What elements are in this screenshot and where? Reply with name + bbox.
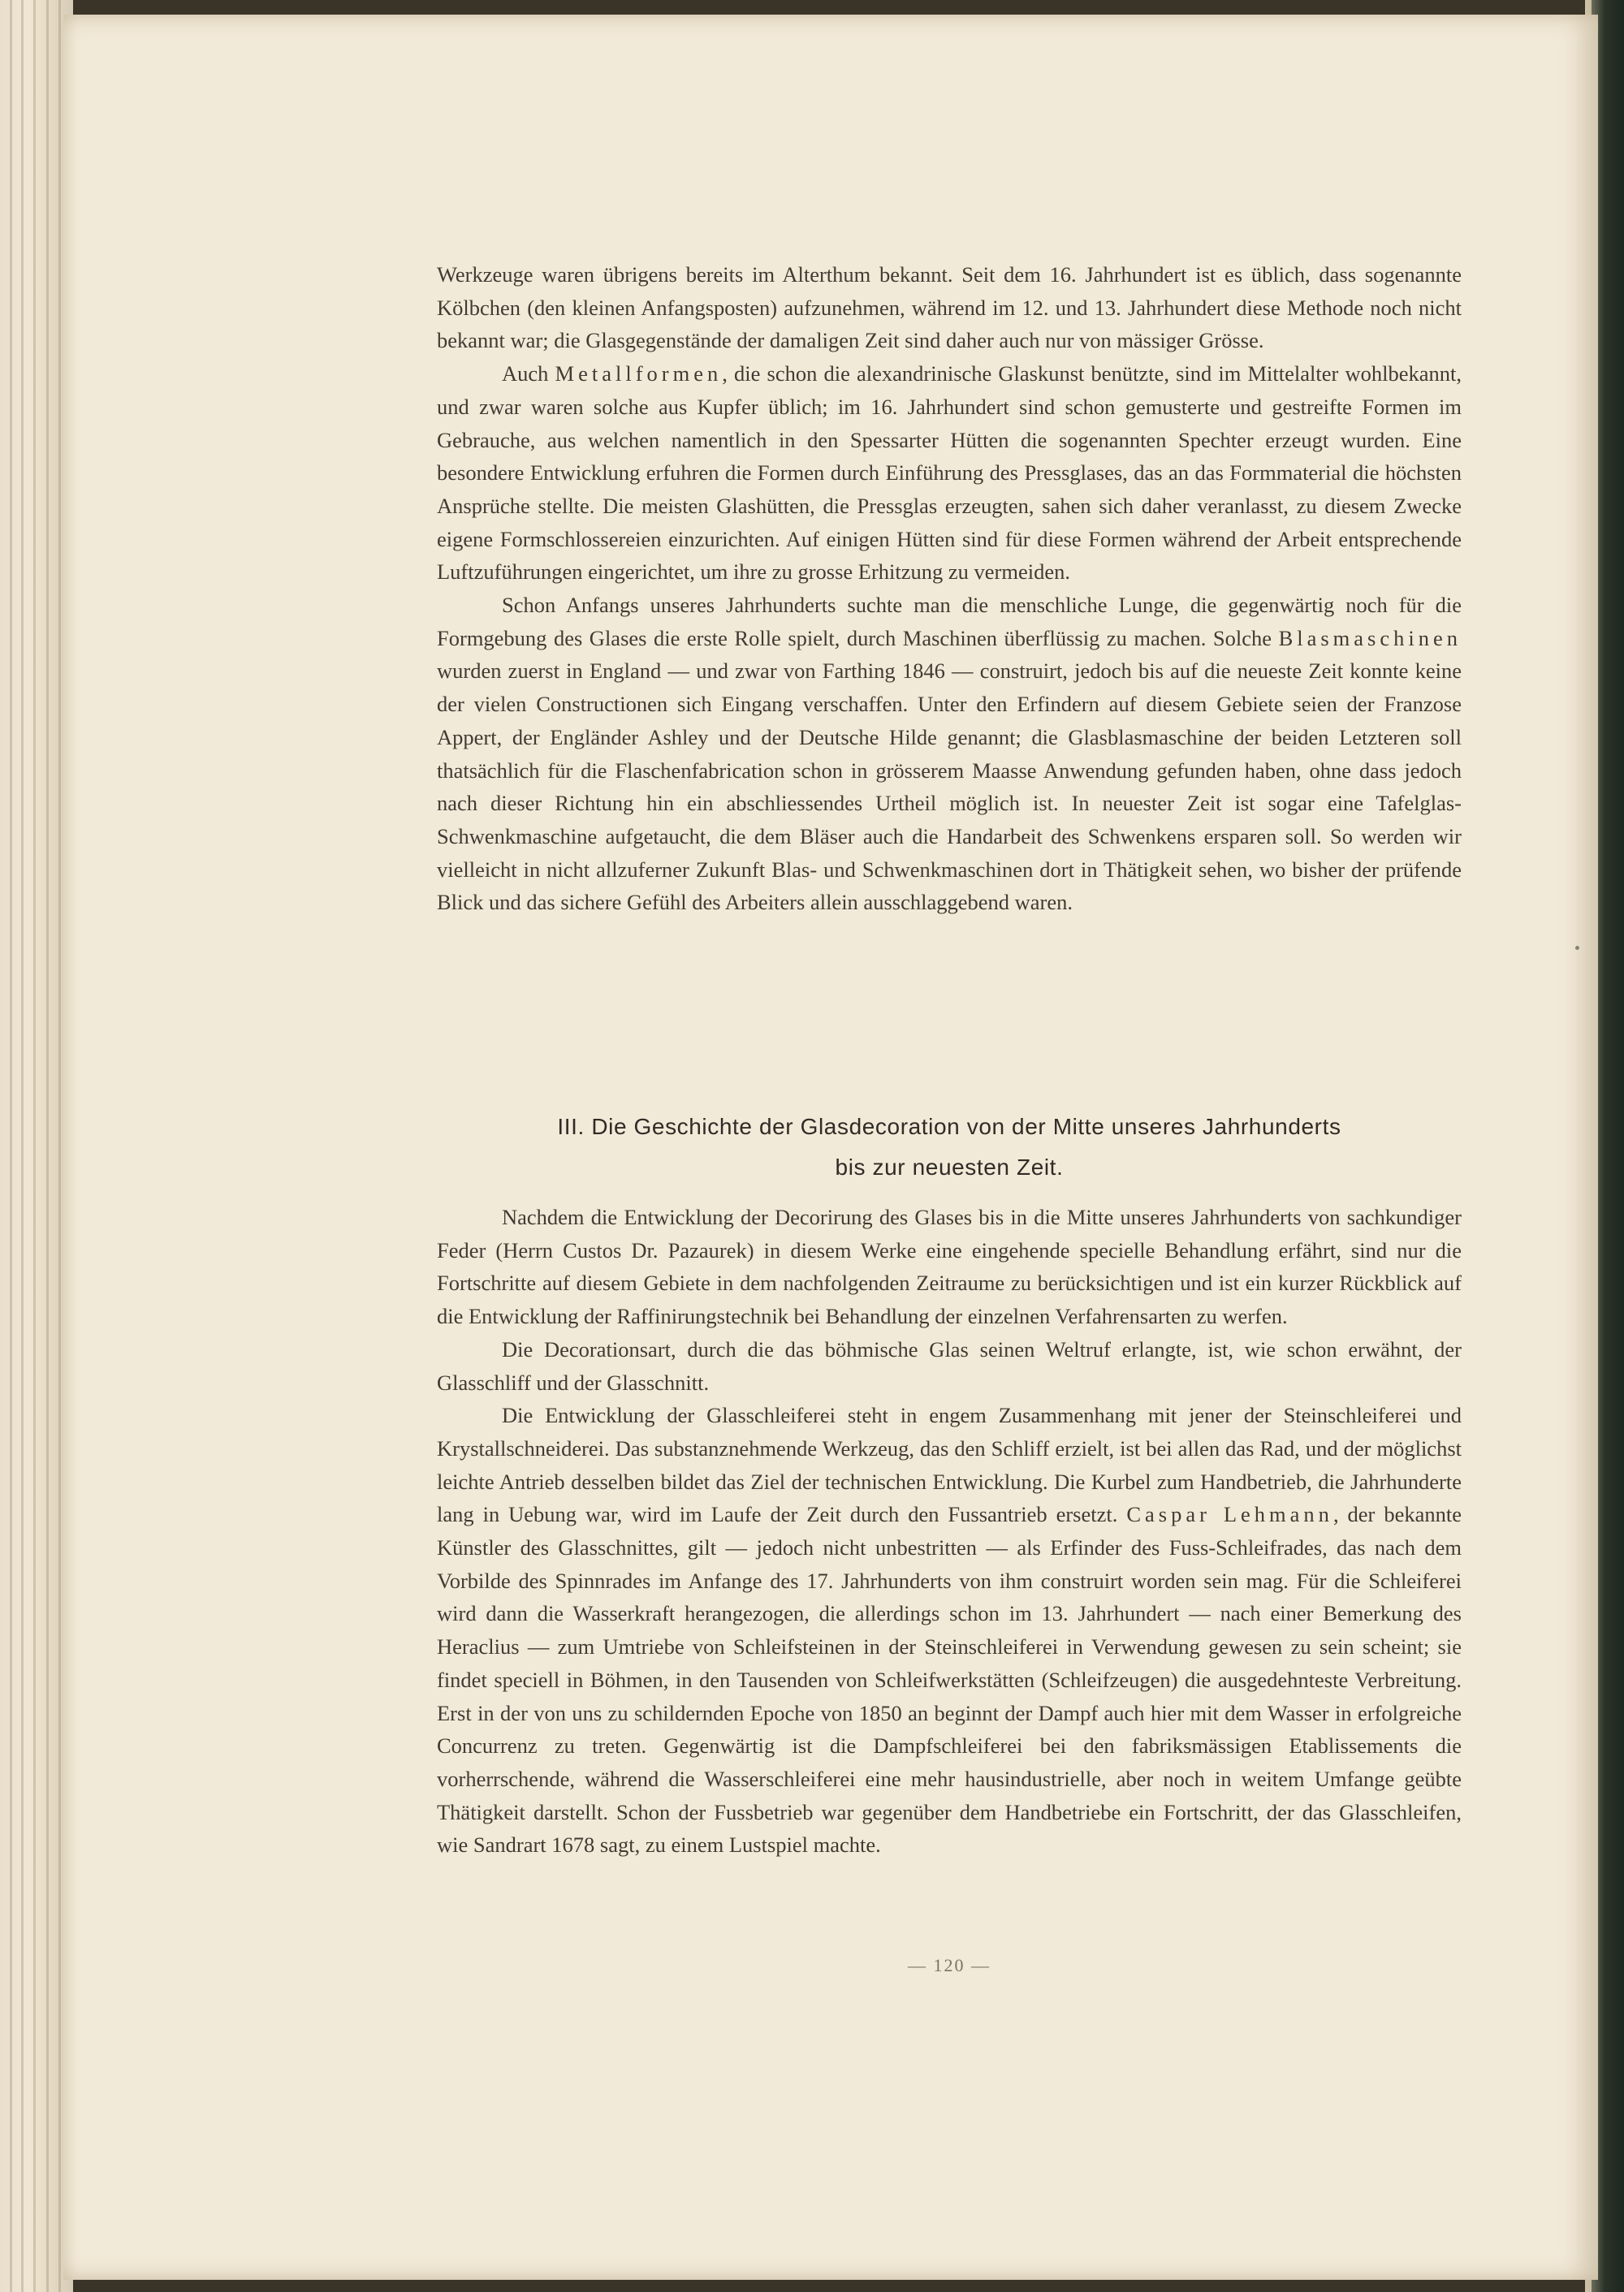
margin-speck	[1575, 946, 1579, 950]
chapter-heading	[437, 1107, 1462, 1188]
text-run: Schon Anfangs unseres Jahrhunderts suchte man die menschliche Lunge, die gegenwärtig noch für die Formgebung des Glases die erste Rolle spielt, durch Maschinen überflüssig zu machen. Solche	[437, 593, 1462, 650]
paragraph	[437, 1399, 1462, 1862]
book-page	[63, 15, 1598, 2280]
text-run: Die Decorationsart, durch die das böhmische Glas seinen Weltruf erlangte, ist, wie schon erwähnt, der Glasschliff und der Glasschnitt.	[437, 1336, 1462, 1395]
emphasized-term: Caspar Lehmann	[1126, 1502, 1333, 1527]
text-run: Die Entwicklung der Glasschleiferei steht in engem Zusammenhang mit jener der Steinschleiferei und Krystallschneiderei. Das substanznehmende Werkzeug, das den Schliff erzielt, ist bei allen das Rad, und der möglichst leichte Antrieb desselben bildet das Ziel der technischen Entwicklung. Die Kurbel zum Handbetrieb, die Jahrhunderte lang in Uebung war, wird im Laufe der Zeit durch den Fussantrieb ersetzt.	[437, 1403, 1462, 1527]
emphasized-term: Metallformen	[555, 361, 723, 386]
text-run: Nachdem die Entwicklung der Decorirung des Glases bis in die Mitte unseres Jahrhunderts von sachkundiger Feder (Herrn Custos Dr. Pazaurek) in diesem Werke eine eingehende specielle Behandlung erfährt, sind nur die Fortschritte auf diesem Gebiete in dem nachfolgenden Zeitraume zu berücksichtigen und ist ein kurzer Rückblick auf die Entwicklung der Raffinirungstechnik bei Behandlung der einzelnen Verfahrensarten zu werfen.	[437, 1205, 1462, 1329]
paragraph	[437, 589, 1462, 919]
text-run: , der bekannte Künstler des Glasschnittes, gilt — jedoch nicht unbestritten — als Erfinder des Fuss-Schleifrades, das nach dem Vorbilde des Spinnrades im Anfange des 17. Jahrhunderts von ihm construirt worden sein mag. Für die Schleiferei wird dann die Wasserkraft herangezogen, die allerdings schon im 13. Jahrhundert — nach einer Bemerkung des Heraclius — zum Umtriebe von Schleifsteinen in der Steinschleiferei in Verwendung gewesen zu sein scheint; sie findet speciell in Böhmen, in den Tausenden von Schleifwerkstätten (Schleifzeugen) die ausgedehnteste Verbreitung. Erst in der von uns zu schildernden Epoche von 1850 an beginnt der Dampf auch hier mit dem Wasser in erfolgreiche Concurrenz zu treten. Gegenwärtig ist die Dampfschleiferei bei den fabriksmässigen Etablissements die vorherrschende, während die Wasserschleiferei eine mehr hausindustrielle, aber noch in weitem Umfange geübte Thätigkeit darstellt. Schon der Fussbetrieb war gegenüber dem Handbetriebe ein Fortschritt, der das Glasschleifen, wie Sandrart 1678 sagt, zu einem Lustspiel machte.	[437, 1502, 1462, 1858]
paragraph	[437, 258, 1462, 357]
text-run: , die schon die alexandrinische Glaskunst benützte, sind im Mittelalter wohlbekannt, und zwar waren solche aus Kupfer üblich; im 16. Jahrhundert sind schon gemusterte und gestreifte Formen im Gebrauche, aus welchen namentlich in den Spessarter Hütten die sogenannten Spechter erzeugt wurden. Eine besondere Entwicklung erfuhren die Formen durch Einführung des Pressglases, das an das Formmaterial die höchsten Ansprüche stellte. Die meisten Glashütten, die Pressglas erzeugten, sahen sich daher veranlasst, zu diesem Zwecke eigene Formschlossereien einzurichten. Auf einigen Hütten sind für diese Formen während der Arbeit entsprechende Luftzuführungen eingerichtet, um ihre zu grosse Erhitzung zu vermeiden.	[437, 361, 1462, 585]
page-edges-left	[0, 0, 73, 2292]
text-run: Werkzeuge waren übrigens bereits im Alterthum bekannt. Seit dem 16. Jahrhundert ist es üblich, dass sogenannte Kölbchen (den kleinen Anfangsposten) aufzunehmen, während im 12. und 13. Jahrhundert diese Methode noch nicht bekannt war; die Glasgegenstände der damaligen Zeit sind daher auch nur von mässiger Grösse.	[437, 262, 1462, 353]
paragraph	[437, 1333, 1462, 1399]
text-run: Auch	[502, 361, 555, 386]
chapter-heading-line-2: bis zur neuesten Zeit.	[835, 1155, 1064, 1180]
section-one-text	[437, 258, 1462, 919]
section-two-text	[437, 1201, 1462, 1862]
paragraph	[437, 357, 1462, 589]
chapter-heading-line-1: III. Die Geschichte der Glasdecoration von der Mitte unseres Jahrhunderts	[557, 1114, 1341, 1139]
text-run: wurden zuerst in England — und zwar von Farthing 1846 — construirt, jedoch bis auf die neueste Zeit konnte keine der vielen Constructionen sich Eingang verschaffen. Unter den Erfindern auf diesem Gebiete seien der Franzose Appert, der Engländer Ashley und der Deutsche Hilde genannt; die Glasblasmaschine der beiden Letzteren soll thatsächlich für die Flaschenfabrication schon in grösserem Maasse Anwendung gefunden haben, ohne dass jedoch nach dieser Richtung hin ein abschliessendes Urtheil möglich ist. In neuester Zeit ist sogar eine Tafelglas-Schwenkmaschine aufgetaucht, die dem Bläser auch die Handarbeit des Schwenkens ersparen soll. So werden wir vielleicht in nicht allzuferner Zukunft Blas- und Schwenkmaschinen dort in Thätigkeit sehen, wo bisher der prüfende Blick und das sichere Gefühl des Arbeiters allein ausschlaggebend waren.	[437, 658, 1462, 915]
paragraph	[437, 1201, 1462, 1333]
page-number: — 120 —	[908, 1955, 991, 1975]
emphasized-term: Blasmaschinen	[1278, 625, 1462, 650]
